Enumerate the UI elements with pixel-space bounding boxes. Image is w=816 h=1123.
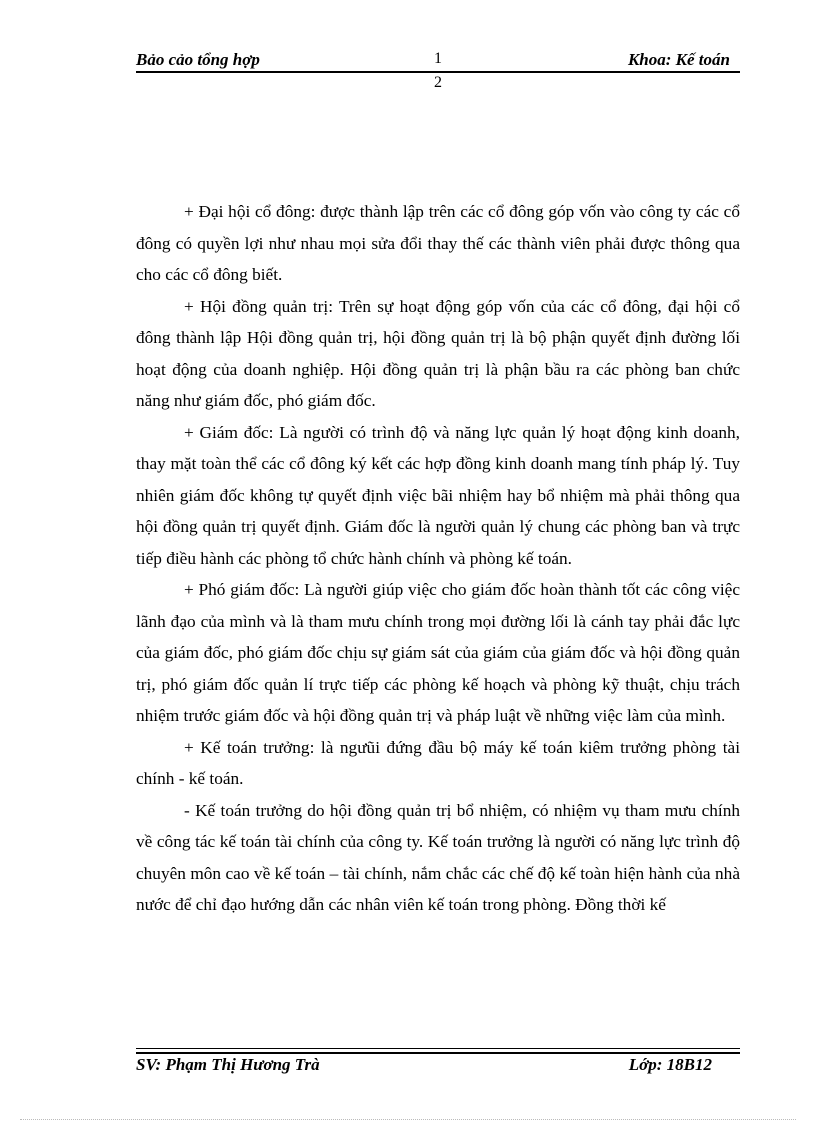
footer-rule-thick: [136, 1052, 740, 1054]
document-body: [136, 196, 740, 921]
paragraph-director: + Giám đốc: Là người có trình độ và năng lực quản lý hoạt động kinh doanh, thay mặt toàn thể các cổ đông ký kết các hợp đồng kinh doanh mang tính pháp lý. Tuy nhiên giám đốc không tự quyết định việc bãi nhiệm hay bổ nhiệm mà phải thông qua hội đồng quản trị quyết định. Giám đốc là người quản lý chung các phòng ban và trực tiếp điều hành các phòng tổ chức hành chính và phòng kế toán.: [136, 422, 740, 568]
paragraph-chief-accountant: + Kế toán trưởng: là ngưũi đứng đầu bộ máy kế toán kiêm trưởng phòng tài chính - kế toán.: [136, 737, 740, 788]
footer-rule-thin: [136, 1048, 740, 1049]
page-number-bottom: 2: [434, 74, 442, 91]
header-rule: [136, 71, 740, 73]
header-report-title: Bảo cảo tổng hợp: [136, 50, 260, 69]
page-footer: [136, 1055, 740, 1079]
footer-class: Lớp: 18B12: [628, 1055, 712, 1074]
footer-student-name: SV: Phạm Thị Hương Trà: [136, 1055, 320, 1074]
page-edge-dotted-line: [20, 1119, 796, 1120]
paragraph-shareholders-meeting: + Đại hội cổ đông: được thành lập trên các cổ đông góp vốn vào công ty các cổ đông có quyền lợi như nhau mọi sửa đổi thay thế các thành viên phải được thông qua cho các cổ đông biết.: [136, 202, 740, 284]
paragraph-board-of-directors: + Hội đồng quản trị: Trên sự hoạt động góp vốn của các cổ đông, đại hội cổ đông thành lập Hội đồng quản trị, hội đồng quản trị là bộ phận quyết định đường lối hoạt động của doanh nghiệp. Hội đồng quản trị là phận bầu ra các phòng ban chức năng như giám đốc, phó giám đốc.: [136, 296, 740, 410]
header-department: Khoa: Kế toán: [627, 50, 730, 69]
paragraph-chief-accountant-duties: - Kế toán trưởng do hội đồng quản trị bổ nhiệm, có nhiệm vụ tham mưu chính về công tác kế toán tài chính của công ty. Kế toán trưởng là người có năng lực trình độ chuyên môn cao về kế toán – tài chính, nắm chắc các chế độ kế toàn hiện hành của nhà nước để chỉ đạo hướng dẫn các nhân viên kế toán trong phòng. Đồng thời kế: [136, 800, 740, 914]
page-number-top: 1: [434, 50, 442, 67]
paragraph-deputy-director: + Phó giám đốc: Là người giúp việc cho giám đốc hoàn thành tốt các công việc lãnh đạo của mình và là tham mưu chính trong mọi đường lối là cánh tay phải đắc lực của giám đốc, phó giám đốc chịu sự giám sát của giám của giám đốc và hội đồng quản trị, phó giám đốc quản lí trực tiếp các phòng kế hoạch và phòng kỹ thuật, chịu trách nhiệm trước giám đốc và hội đồng quản trị và pháp luật về những việc làm của mình.: [136, 580, 740, 725]
